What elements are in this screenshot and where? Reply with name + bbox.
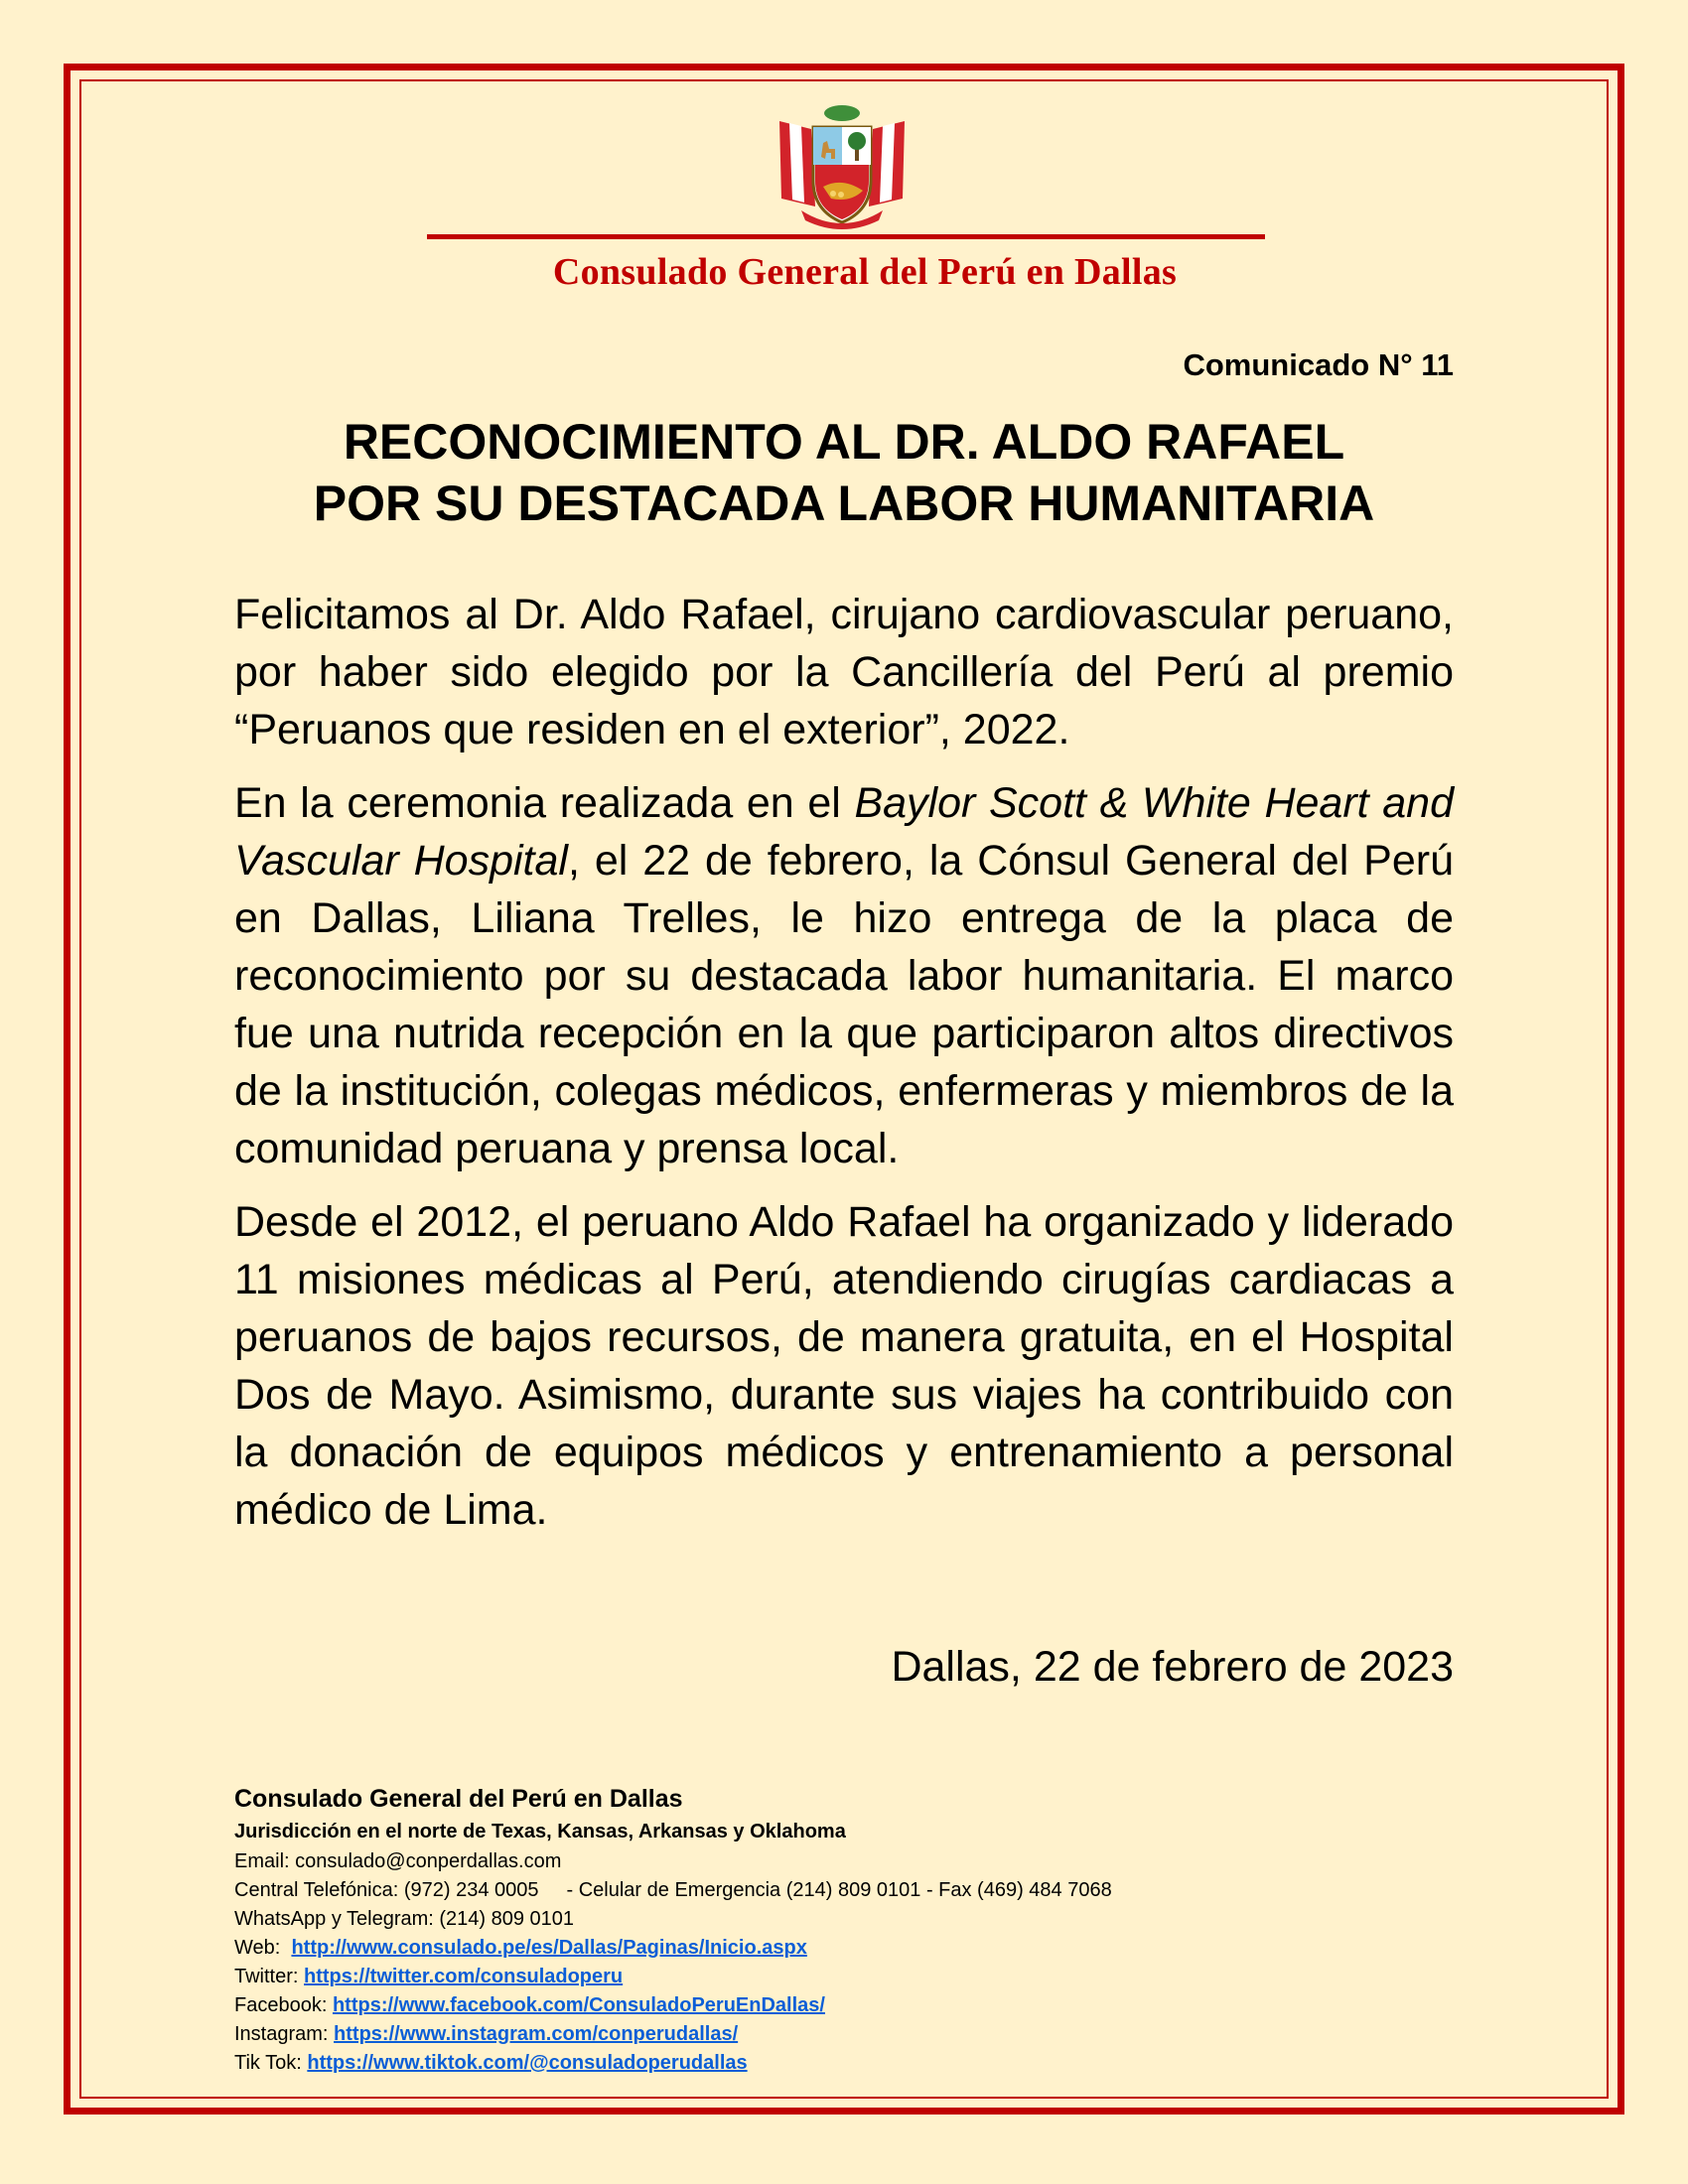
hospital-name: Baylor Scott & White Heart and Vascular Hospital (234, 779, 1454, 885)
footer-twitter (234, 1963, 1426, 1991)
body-text (234, 586, 1454, 1555)
peru-coat-of-arms-icon (772, 99, 913, 232)
footer-email: Email: consulado@conperdallas.com (234, 1850, 562, 1872)
twitter-link[interactable]: https://twitter.com/consuladoperu (304, 1966, 624, 1987)
instagram-link[interactable]: https://www.instagram.com/conperudallas/ (334, 2023, 739, 2045)
footer-contact (234, 1782, 1426, 2078)
tiktok-label: Tik Tok: (234, 2052, 302, 2074)
tiktok-link[interactable]: https://www.tiktok.com/@consuladoperudallas (307, 2052, 748, 2074)
footer-whatsapp: WhatsApp y Telegram: (214) 809 0101 (234, 1908, 575, 1930)
paragraph-3: Desde el 2012, el peruano Aldo Rafael ha organizado y liderado 11 misiones médicas al Perú, atendiendo cirugías cardiacas a peruanos de bajos recursos, de manera gratuita, en el Hospital Dos de Mayo. Asimismo, durante sus viajes ha contribuido con la donación de equipos médicos y entrenamiento a personal médico de Lima. (234, 1198, 1454, 1534)
consulate-title: Consulado General del Perú en Dallas (552, 251, 1178, 293)
footer-consulate-name: Consulado General del Perú en Dallas (234, 1785, 683, 1813)
instagram-label: Instagram: (234, 2023, 329, 2045)
footer-central-phone: Central Telefónica: (972) 234 0005 (234, 1879, 539, 1901)
footer-tiktok (234, 2049, 1426, 2078)
footer-instagram (234, 2020, 1426, 2049)
headline-line-1: RECONOCIMIENTO AL DR. ALDO RAFAEL (343, 414, 1345, 470)
web-label: Web: (234, 1937, 281, 1959)
footer-facebook (234, 1991, 1426, 2020)
web-link[interactable]: http://www.consulado.pe/es/Dallas/Paginas/Inicio.aspx (291, 1937, 807, 1959)
paragraph-2-lead: En la ceremonia realizada en el (234, 779, 855, 827)
twitter-label: Twitter: (234, 1966, 299, 1987)
footer-web (234, 1934, 1426, 1963)
header-divider (427, 234, 1265, 239)
footer-jurisdiction: Jurisdicción en el norte de Texas, Kansas, Arkansas y Oklahoma (234, 1821, 846, 1843)
dateline: Dallas, 22 de febrero de 2023 (891, 1643, 1454, 1691)
footer-phones (234, 1876, 1426, 1905)
headline (179, 411, 1509, 534)
paragraph-1: Felicitamos al Dr. Aldo Rafael, cirujano cardiovascular peruano, por haber sido elegido por la Cancillería del Perú al premio “Peruanos que residen en el exterior”, 2022. (234, 591, 1454, 753)
paragraph-2-rest: , el 22 de febrero, la Cónsul General del Perú en Dallas, Liliana Trelles, le hizo entrega de la placa de reconocimiento por su destacada labor humanitaria. El marco fue una nutrida recepción en la que participaron altos directivos de la institución, colegas médicos, enfermeras y miembros de la comunidad peruana y prensa local. (234, 837, 1454, 1172)
paragraph-2 (234, 774, 1454, 1177)
communique-number: Comunicado N° 11 (1183, 347, 1454, 382)
facebook-link[interactable]: https://www.facebook.com/ConsuladoPeruEnDallas/ (332, 1994, 825, 2016)
facebook-label: Facebook: (234, 1994, 328, 2016)
headline-line-2: POR SU DESTACADA LABOR HUMANITARIA (313, 476, 1375, 531)
footer-emergency-fax: - Celular de Emergencia (214) 809 0101 - Fax (469) 484 7068 (566, 1879, 1112, 1901)
